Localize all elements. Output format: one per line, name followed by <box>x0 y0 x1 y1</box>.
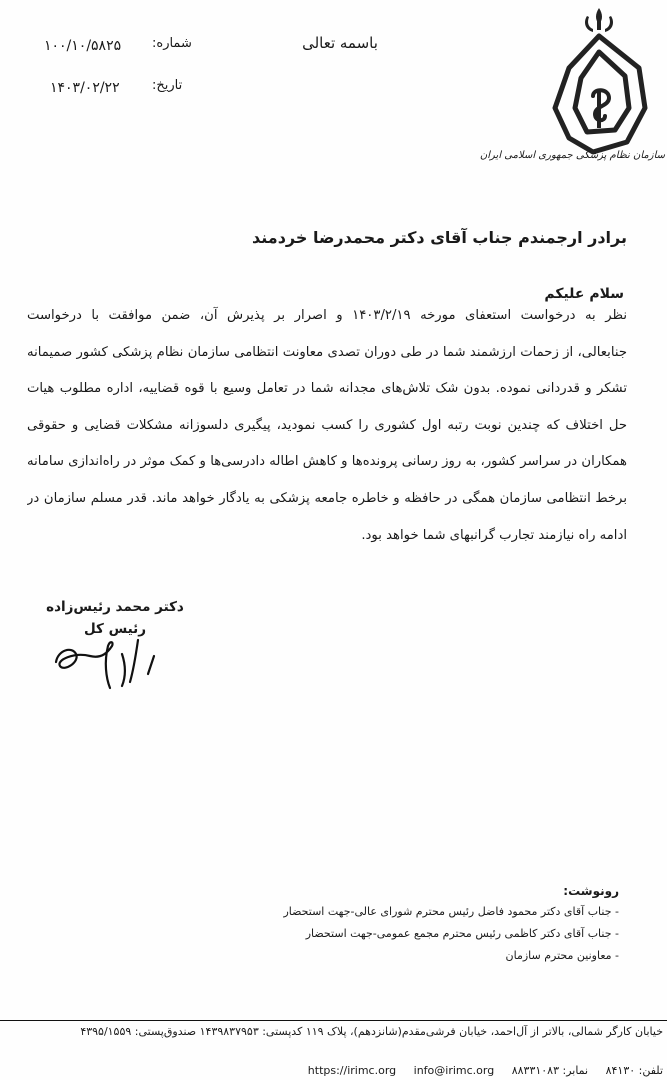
copy-item: - معاونین محترم سازمان <box>505 949 619 962</box>
letter-date-value: ۱۴۰۳/۰۲/۲۲ <box>50 80 120 96</box>
footer-phone: تلفن: ۸۴۱۳۰ <box>605 1064 663 1077</box>
letter-body <box>27 300 627 556</box>
greeting: سلام علیکم <box>544 286 624 302</box>
body-line: حل اختلاف که چندین نوبت رتبه اول کشوری را کسب نمودید، پیگیری دلسوزانه مشکلات قضایی و حقوقی <box>27 417 627 433</box>
body-line: تشکر و قدردانی نموده. بدون شک تلاش‌های مجدانه شما در تعامل وسیع با قوه قضاییه، اداره مطلوب هیات <box>27 381 627 397</box>
footer-website: https://irimc.org <box>307 1064 397 1077</box>
footer-divider <box>0 1020 667 1021</box>
body-line: ادامه راه نیازمند تجارب گرانبهای شما خواهد بود. <box>361 527 627 543</box>
copy-item: - جناب آقای دکتر کاظمی رئیس محترم مجمع عمومی-جهت استحضار <box>305 927 619 940</box>
copy-item: - جناب آقای دکتر محمود فاضل رئیس محترم شورای عالی-جهت استحضار <box>283 905 619 918</box>
bismillah-heading: باسمه تعالی <box>302 34 378 52</box>
organization-caption: سازمان نظام پزشکی جمهوری اسلامی ایران <box>479 150 665 161</box>
letter-number-value: ۱۰۰/۱۰/۵۸۲۵ <box>44 38 122 54</box>
copies-section <box>259 884 619 967</box>
copies-title: رونوشت: <box>563 884 619 898</box>
body-line: جنابعالی، از زحمات ارزشمند شما در طی دوران تصدی معاونت انتظامی سازمان نظام پزشکی کشور صمیمانه <box>27 344 627 360</box>
body-line: برخط انتظامی سازمان همگی در حافظه و خاطره جامعه پزشکی به یادگار خواهد ماند. قدر مسلم سازمان در <box>27 490 627 506</box>
body-line: نظر به درخواست استعفای مورخه ۱۴۰۳/۲/۱۹ و اصرار بر پذیرش آن، ضمن موافقت با درخواست <box>27 308 627 323</box>
signer-title: رئیس کل <box>83 621 147 637</box>
organization-logo-icon <box>535 4 663 174</box>
footer-fax: نمابر: ۸۸۳۳۱۰۸۳ <box>511 1064 589 1077</box>
letter-number-label: شماره: <box>152 36 192 51</box>
footer-address: خیابان کارگر شمالی، بالاتر از آل‌احمد، خیابان فرشی‌مقدم(شانزدهم)، پلاک ۱۱۹ کدپستی: ۱۴۳۹۸۳۷۹۵۳ صندوق‌پستی: ۴۳۹۵/۱۵۵۹ <box>80 1025 663 1038</box>
footer-email: info@irimc.org <box>413 1064 495 1077</box>
footer-contacts <box>1 1064 663 1078</box>
handwritten-signature-icon <box>50 632 170 694</box>
signer-name: دکتر محمد رئیس‌زاده <box>46 599 184 615</box>
recipient-line: برادر ارجمندم جناب آقای دکتر محمدرضا خردمند <box>252 228 627 247</box>
letter-date-label: تاریخ: <box>152 78 183 93</box>
body-line: همکاران در سراسر کشور، به روز رسانی پرونده‌ها و کاهش اطاله دادرسی‌ها و کمک موثر در راه‌اندازی سامانه <box>27 454 627 470</box>
